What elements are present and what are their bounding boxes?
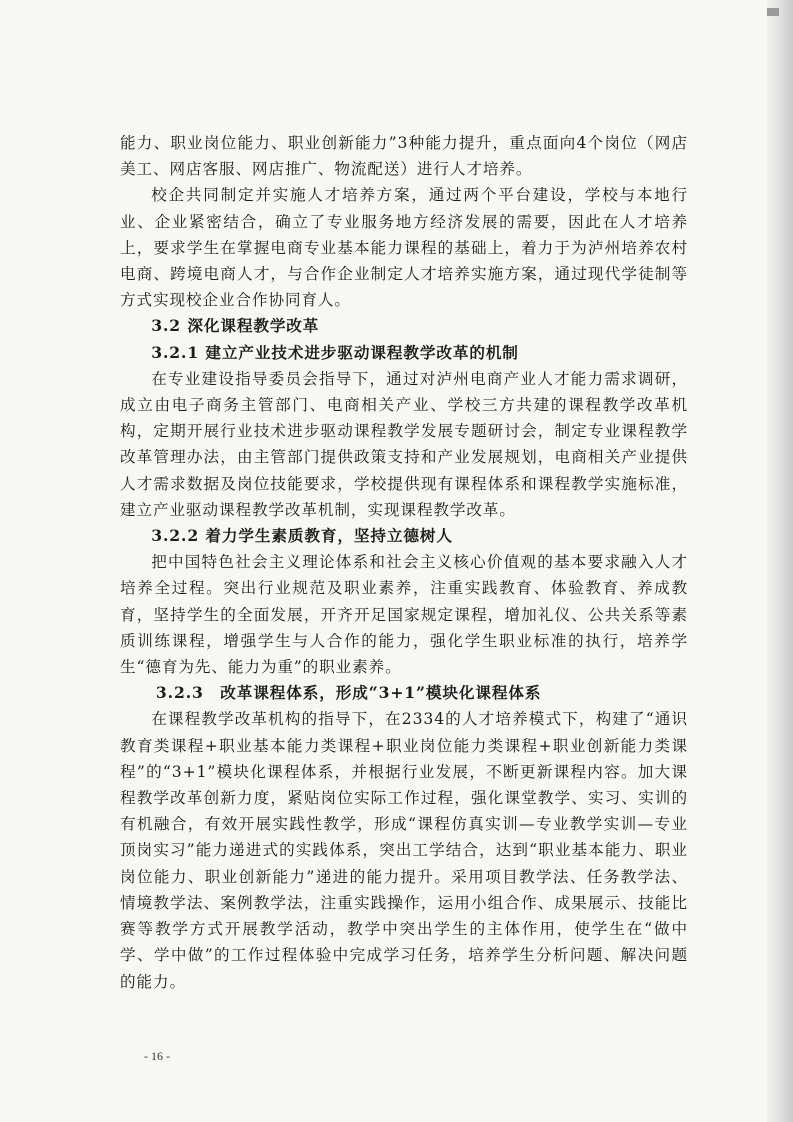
section-heading-3-2: 3.2 深化课程教学改革 (151, 316, 320, 336)
section-heading-3-2-2: 3.2.2 着力学生素质教育，坚持立德树人 (151, 526, 453, 546)
scan-shadow-edge (767, 0, 793, 1122)
section-heading-3-2-1: 3.2.1 建立产业技术进步驱动课程教学改革的机制 (151, 342, 519, 362)
page-number: - 16 - (144, 1049, 170, 1063)
document-body (120, 130, 688, 995)
paragraph-curriculum-system: 在课程教学改革机构的指导下，在2334的人才培养模式下，构建了“通识教育类课程+职业基本能力类课程+职业岗位能力类课程+职业创新能力类课程”的“3+1”模块化课程体系，并根据行业发展，不断更新课程内容。加大课程教学改革创新力度，紧贴岗位实际工作过程，强化课堂教学、实习、实训的有机融合，有效开展实践性教学，形成“课程仿真实训—专业教学实训—专业顶岗实习”能力递进式的实践体系，突出工学结合，达到“职业基本能力、职业岗位能力、职业创新能力”递进的能力提升。采用项目教学法、任务教学法、情境教学法、案例教学法，注重实践操作，运用小组合作、成果展示、技能比赛等教学方式开展教学活动，教学中突出学生的主体作用，使学生在“做中学、学中做”的工作过程体验中完成学习任务，培养学生分析问题、解决问题的能力。 (120, 710, 688, 991)
scan-corner-mark (767, 8, 779, 16)
paragraph-quality-education: 把中国特色社会主义理论体系和社会主义核心价值观的基本要求融入人才培养全过程。突出行业规范及职业素养，注重实践教育、体验教育、养成教育，坚持学生的全面发展，开齐开足国家规定课程，增加礼仪、公共关系等素质训练课程，增强学生与人合作的能力，强化学生职业标准的执行，培养学生“德育为先、能力为重”的职业素养。 (120, 553, 688, 677)
paragraph-continued: 能力、职业岗位能力、职业创新能力”3种能力提升，重点面向4个岗位（网店美工、网店客服、网店推广、物流配送）进行人才培养。 (120, 134, 688, 179)
paragraph-talent-plan: 校企共同制定并实施人才培养方案，通过两个平台建设，学校与本地行业、企业紧密结合，确立了专业服务地方经济发展的需要，因此在人才培养上，要求学生在掌握电商专业基本能力课程的基础上，着力于为泸州培养农村电商、跨境电商人才，与合作企业制定人才培养实施方案，通过现代学徒制等方式实现校企业合作协同育人。 (120, 186, 688, 310)
section-heading-3-2-3: 3.2.3 改革课程体系，形成“3+1”模块化课程体系 (155, 683, 542, 703)
paragraph-reform-mechanism: 在专业建设指导委员会指导下，通过对泸州电商产业人才能力需求调研，成立由电子商务主管部门、电商相关产业、学校三方共建的课程教学改革机构，定期开展行业技术进步驱动课程教学发展专题研讨会，制定专业课程教学改革管理办法，由主管部门提供政策支持和产业发展规划，电商相关产业提供人才需求数据及岗位技能要求，学校提供现有课程体系和课程教学实施标准，建立产业驱动课程教学改革机制，实现课程教学改革。 (120, 369, 688, 519)
